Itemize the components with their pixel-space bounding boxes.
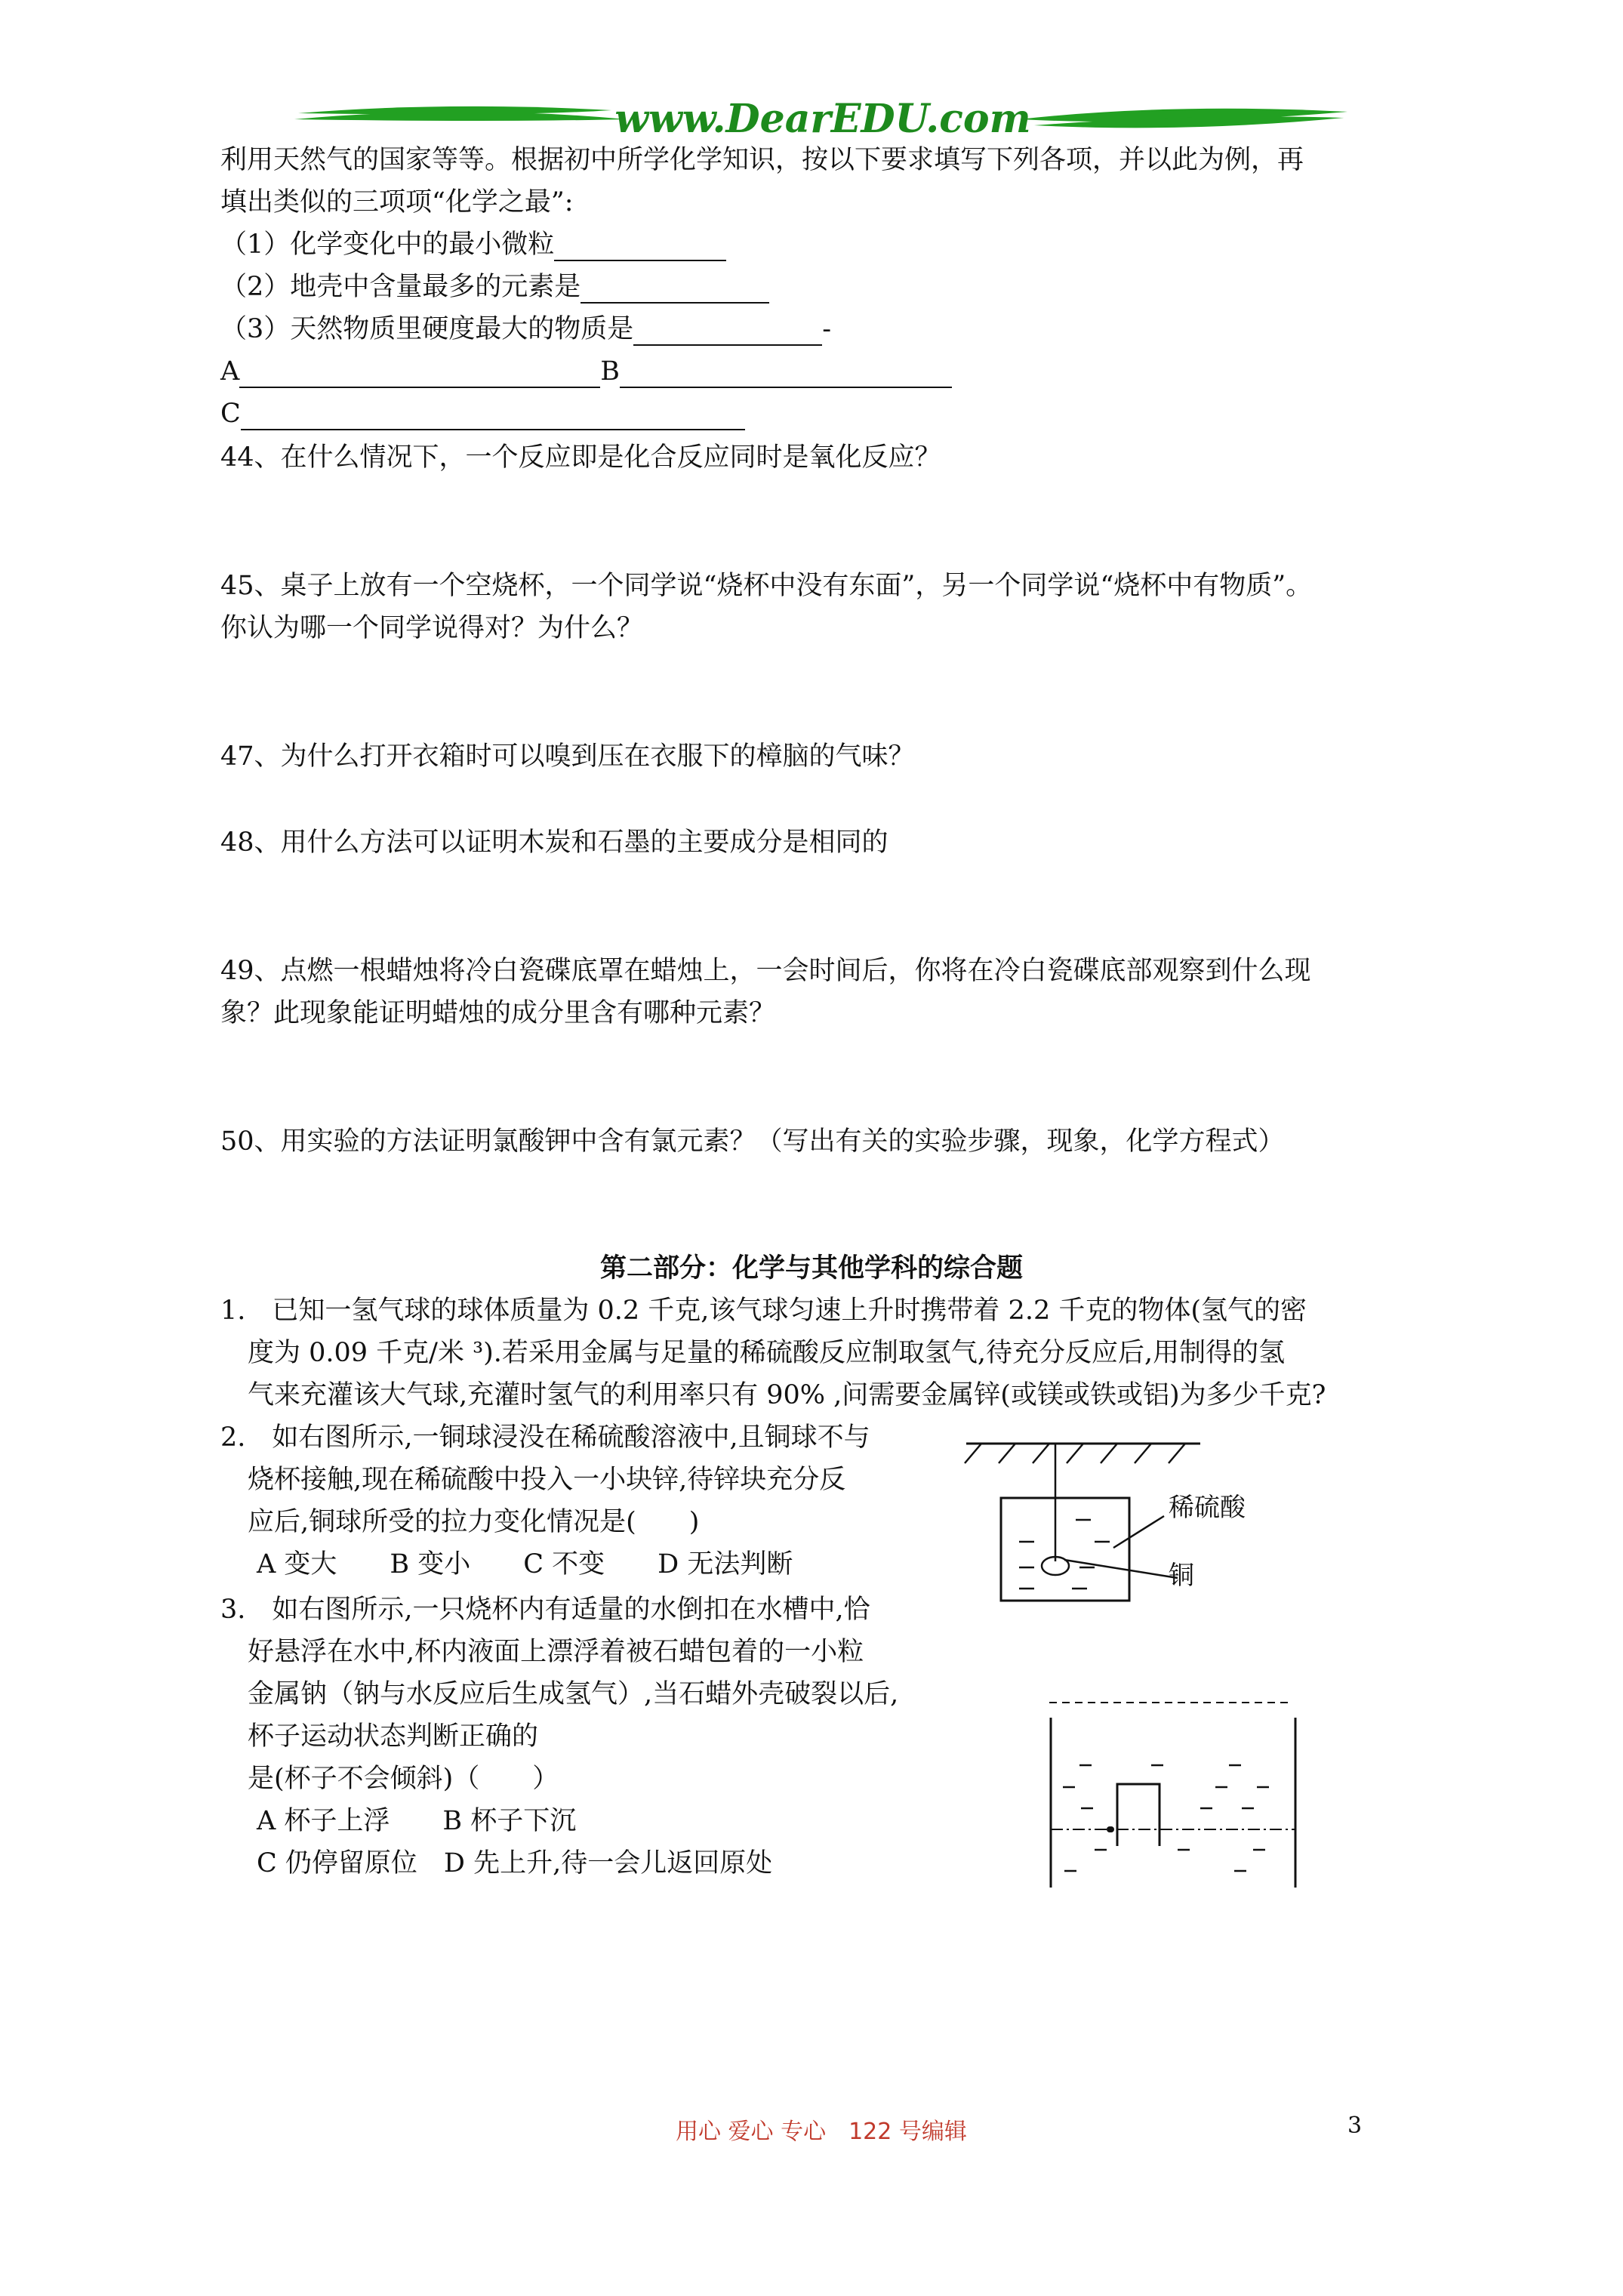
question-49-line-2: 象？此现象能证明蜡烛的成分里含有哪种元素？ [220,998,776,1028]
question-50: 50、用实验的方法证明氯酸钾中含有氯元素？（写出有关的实验步骤，现象，化学方程式） [220,1126,1285,1157]
answer-blank-3[interactable] [633,319,822,346]
problem-3-options-1: A 杯子上浮 B 杯子下沉 [257,1806,577,1836]
answer-blank-1[interactable] [554,234,726,261]
problem-3-line-5: 是(杯子不会倾斜)（ ） [248,1764,559,1794]
footer-text: 用心 爱心 专心 122 号编辑 [676,2119,967,2145]
intro-line-2: 填出类似的三项项“化学之最”: [220,187,574,217]
question-48: 48、用什么方法可以证明木炭和石墨的主要成分是相同的 [220,827,888,858]
answer-blank-c[interactable] [241,403,745,430]
problem-1-line-1: 1. 已知一氢气球的球体质量为 0.2 千克,该气球匀速上升时携带着 2.2 千克的物体(氢气的密 [220,1296,1307,1326]
intro-line-1: 利用天然气的国家等等。根据初中所学化学知识，按以下要求填写下列各项，并以此为例，再 [220,145,1304,175]
problem-1-line-3: 气来充灌该大气球,充灌时氢气的利用率只有 90% ,问需要金属锌(或镁或铁或铝)为多少千克? [248,1380,1326,1410]
problem-2-options: A 变大 B 变小 C 不变 D 无法判断 [257,1549,793,1579]
problem-3-line-1: 3. 如右图所示,一只烧杯内有适量的水倒扣在水槽中,恰 [220,1595,870,1625]
figure-label-acid: 稀硫酸 [1169,1493,1246,1523]
question-47: 47、为什么打开衣箱时可以嗅到压在衣服下的樟脑的气味？ [220,741,915,772]
question-49-line-1: 49、点燃一根蜡烛将冷白瓷碟底罩在蜡烛上，一会时间后，你将在冷白瓷碟底部观察到什么现 [220,956,1311,986]
item-2 [220,270,769,304]
page-number: 3 [1347,2113,1363,2139]
problem-3-options-2: C 仍停留原位 D 先上升,待一会儿返回原处 [257,1848,773,1878]
problem-1-line-2: 度为 0.09 千克/米 ³).若采用金属与足量的稀硫酸反应制取氢气,待充分反应后,用制得的氢 [248,1338,1286,1368]
label-a: A [220,356,240,387]
figure-inverted-beaker [1042,1687,1306,1899]
item-3-tail: - [822,314,832,344]
item-1-text: （1）化学变化中的最小微粒 [220,230,555,260]
answer-blank-b[interactable] [620,361,952,388]
answer-blank-2[interactable] [581,276,769,304]
problem-2-line-2: 烧杯接触,现在稀硫酸中投入一小块锌,待锌块充分反 [248,1465,846,1495]
section-title: 第二部分：化学与其他学科的综合题 [599,1253,1023,1284]
item-ab [220,355,952,388]
problem-3-line-4: 杯子运动状态判断正确的 [248,1721,539,1752]
problem-3-line-3: 金属钠（钠与水反应后生成氢气）,当石蜡外壳破裂以后, [248,1679,899,1709]
logo-text: www.DearEDU.com [614,96,1031,142]
item-2-text: （2）地壳中含量最多的元素是 [220,272,581,302]
question-45-line-1: 45、桌子上放有一个空烧杯，一个同学说“烧杯中没有东面”，另一个同学说“烧杯中有物质”。 [220,571,1313,601]
label-c: C [220,399,241,429]
label-b: B [600,356,621,387]
problem-2-line-3: 应后,铜球所受的拉力变化情况是( ) [248,1507,700,1537]
item-c [220,397,745,430]
question-44: 44、在什么情况下，一个反应即是化合反应同时是氧化反应？ [220,442,941,473]
figure-label-copper: 铜 [1169,1561,1194,1591]
question-45-line-2: 你认为哪一个同学说得对？为什么？ [220,613,644,643]
item-3-text: （3）天然物质里硬度最大的物质是 [220,314,634,344]
problem-2-line-1: 2. 如右图所示,一铜球浸没在稀硫酸溶液中,且铜球不与 [220,1422,870,1453]
figure-copper-ball [959,1427,1313,1608]
item-1 [220,228,726,261]
answer-blank-a[interactable] [239,361,600,388]
header-logo [294,97,1351,149]
item-3 [220,313,831,346]
problem-3-line-2: 好悬浮在水中,杯内液面上漂浮着被石蜡包着的一小粒 [248,1637,864,1667]
